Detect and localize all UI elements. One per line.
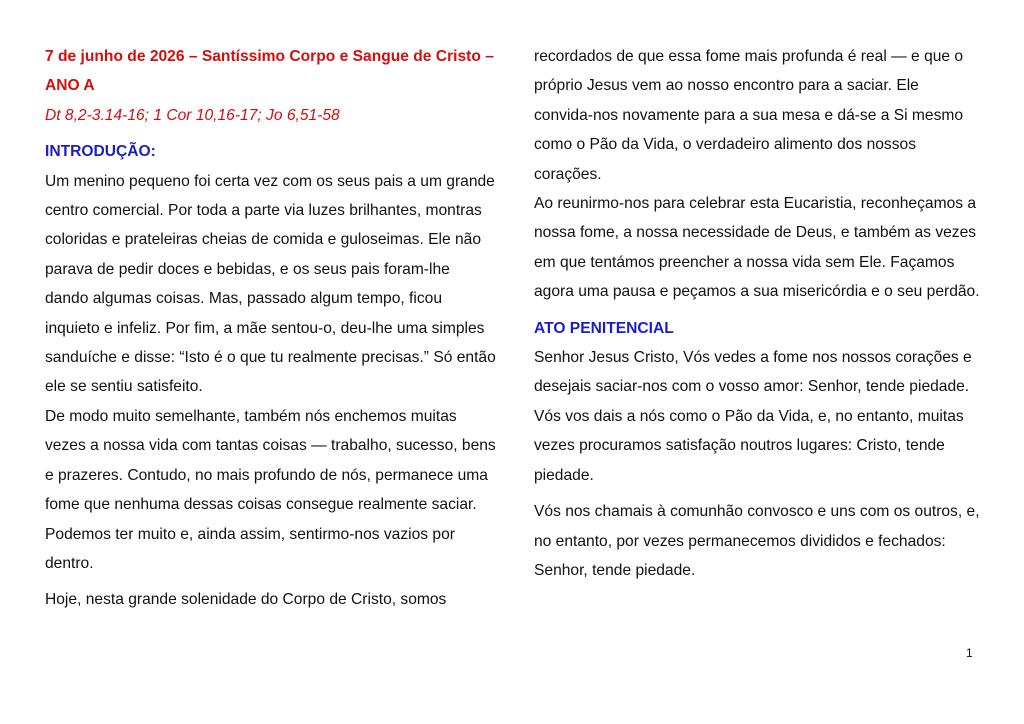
penitential-invocation-3: Vós nos chamais à comunhão convosco e uns com os outros, e, no entanto, por vezes permanecemos divididos e fechados: Senhor, tende piedade.	[534, 503, 980, 579]
penitential-heading: ATO PENITENCIAL	[534, 319, 674, 337]
left-column	[45, 42, 497, 615]
introduction-heading: INTRODUÇÃO:	[45, 143, 156, 161]
penitential-invocation-2: Vós vos dais a nós como o Pão da Vida, e, no entanto, muitas vezes procuramos satisfação noutros lugares: Cristo, tende piedade.	[534, 407, 964, 484]
introduction-paragraph-2: De modo muito semelhante, também nós enchemos muitas vezes a nossa vida com tantas coisas — trabalho, sucesso, bens e prazeres. Contudo, no mais profundo de nós, permanece uma fome que nenhuma dessas coisas consegue realmente saciar. Podemos ter muito e, ainda assim, sentirmo-nos vazios por dentro.	[45, 407, 496, 572]
introduction-paragraph-1: Um menino pequeno foi certa vez com os seus pais a um grande centro comercial. Por toda a parte via luzes brilhantes, montras coloridas e prateleiras cheias de comida e guloseimas. Ele não parava de pedir doces e bebidas, e os seus pais foram-lhe dando algumas coisas. Mas, passado algum tempo, ficou inquieto e infeliz. Por fim, a mãe sentou-o, deu-lhe uma simples sanduíche e disse: “Isto é o que tu realmente precisas.” Só então ele se sentiu satisfeito.	[45, 172, 496, 396]
introduction-paragraph-3-end: recordados de que essa fome mais profunda é real — e que o próprio Jesus vem ao nosso encontro para a saciar. Ele convida-nos novamente para a sua mesa e dá-se a Si mesmo como o Pão da Vida, o verdadeiro alimento dos nossos corações.	[534, 48, 964, 183]
scripture-readings: Dt 8,2-3.14-16; 1 Cor 10,16-17; Jo 6,51-58	[45, 106, 340, 124]
introduction-paragraph-4: Ao reunirmo-nos para celebrar esta Eucaristia, reconheçamos a nossa fome, a nossa necessidade de Deus, e também as vezes em que tentámos preencher a nossa vida sem Ele. Façamos agora uma pausa e peçamos a sua misericórdia e o seu perdão.	[534, 195, 980, 301]
introduction-paragraph-3-start: Hoje, nesta grande solenidade do Corpo de Cristo, somos	[45, 591, 447, 609]
document-title: 7 de junho de 2026 – Santíssimo Corpo e Sangue de Cristo – ANO A	[45, 48, 494, 95]
page-number: 1	[966, 646, 973, 660]
right-column	[534, 42, 982, 585]
penitential-invocation-1: Senhor Jesus Cristo, Vós vedes a fome nos nossos corações e desejais saciar-nos com o vosso amor: Senhor, tende piedade.	[534, 349, 972, 396]
